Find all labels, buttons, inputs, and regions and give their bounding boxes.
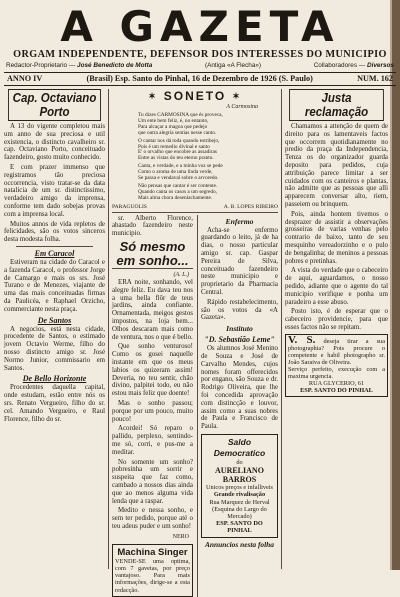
- saldo-ad-city: ESP. SANTO DO PINHAL: [216, 520, 263, 535]
- soneto-box: [112, 89, 278, 213]
- section-title: De Bello Horizonte: [22, 374, 87, 384]
- singer-ad: [112, 544, 193, 597]
- signature-place: PARAGUOLIS: [112, 203, 147, 210]
- soneto-dedication: A Carmosina: [226, 104, 258, 110]
- article-paragraph: Muitos annos de vida repletos de felicidades, são os votos sinceros desta modesta folha.: [4, 220, 105, 244]
- article-paragraph: E com prazer immenso que registramos tão preciosa occorrencia, visto tratar-se da data natalicia de um sr. distinctissimo, verdadeiro amigo da imprensa, conforme tem dado sobejas provas com a imprensa local.: [4, 163, 105, 218]
- verse: Um ente bem feliz, é, no entanto,: [138, 117, 209, 124]
- article-header-octaviano: Cap. Octaviano Porto: [8, 89, 101, 121]
- article-byline: (A. L.): [173, 272, 189, 279]
- issue-place-date: (Brasil) Esp. Santo do Pinhal, 16 de Dezembro de 1926 (S. Paulo): [86, 74, 313, 83]
- middle-subcolumns: [112, 215, 278, 597]
- section-title-enfermo: Enfermo: [225, 216, 254, 226]
- section-title: Em Caracol: [34, 248, 75, 258]
- article-paragraph: A 13 do vigente completou mais um anno de sua preciosa e util existencia, o distincto cavalheiro sr. cap. Octaviano Porto, conceituado fazendeiro, gosto muito conhecido.: [4, 123, 105, 162]
- issue-year: ANNO IV: [7, 74, 43, 83]
- photo-ad-address: RUA GLYCERIO, 61: [308, 380, 365, 388]
- credits-line: [4, 61, 396, 70]
- verse: que outra alegria sentias nesse canto.: [138, 129, 217, 136]
- column-1: [4, 89, 109, 569]
- article-paragraph: Mas o sonho passou; porque por um pouco, muito pouco!: [112, 400, 193, 423]
- saldo-ad-sub: do: [236, 459, 243, 467]
- verse: Tu dizes CARMOSINA que és proveca,: [138, 112, 223, 118]
- saldo-ad-line: Rua Marquez de Herval: [209, 498, 270, 506]
- photo-ad-initials: V. S.: [288, 333, 316, 346]
- article-paragraph: ERA noite, sonhando, vel alegre feliz. Eu dava teu nos a uma bella flôr de teus jardins, ainda confiante. Ornamentada, meigos gestos impostos, na loja bem... Olhos descaram mais como de ventura, nos o que é bello.: [112, 279, 193, 341]
- saldo-ad-owner: AURELIANO BARROS: [215, 466, 264, 485]
- star-ornament-icon: ✶: [148, 90, 158, 101]
- article-paragraph: Os alumnos José Menino de Souza e José de Carvalho Mendes, cujos nomes foram offerecidos por engano, são Souza e dr. Rodrigo Oliveira, que lhe foi concedida aprovação com distincção e louvor, assim como a suas nobres de Paula e Francisco de Paula.: [200, 345, 278, 431]
- verse: Se passa e vendaval sobre o arvoredo.: [138, 175, 219, 182]
- newspaper-subtitle: ORGAM INDEPENDENTE, DEFENSOR DOS INTERESSES DO MUNICIPIO: [13, 49, 387, 60]
- institute-name: "D. Sebastião Leme": [204, 335, 275, 345]
- signature-author: A. B. LOPES RIBEIRO: [223, 203, 278, 210]
- photo-ad-city: ESP. SANTO DO PINHAL: [300, 387, 373, 395]
- stanza: [138, 164, 278, 182]
- verse: O cantar nos dá toda quando estribejo,: [138, 137, 220, 144]
- article-paragraph: Rápido restabelecimento, são os votos da «A Gazeta».: [200, 298, 278, 322]
- stanza: [138, 184, 278, 202]
- photo-ad: [285, 334, 388, 398]
- editor-credit: Redactor-Proprietario — José Benedicto de Motta: [6, 62, 153, 69]
- section-text: A negocios, está nesta cidade, procedente de Santos, o estimado jovem Octavio Werme, filho do nosso distincto amigo sr. José Normo Junior, commissario em Santos.: [4, 325, 105, 372]
- article-continuation: sr. Alberto Florence, abastado fazendeiro neste municipio.: [112, 214, 193, 238]
- column-2: [112, 215, 193, 597]
- verse: Quando canta os casos a um segredo,: [138, 188, 217, 195]
- saldo-ad: [201, 434, 278, 538]
- section-title: De Santos: [37, 315, 72, 325]
- column-4: [281, 89, 388, 569]
- photo-ad-text: V. S. deseja tirar a sua photographia? Pois procure o competente e habil photographo sr. João Saraiva de Oliveira.: [288, 333, 385, 366]
- article-paragraph: Posto isto, é de esperar que o cabeceiro providencie, para que esses factos não se repitam.: [285, 308, 388, 331]
- dateline: [4, 72, 396, 86]
- newspaper-title: A GAZETA: [60, 2, 340, 51]
- verse: Canta, e verdade, e a minha voz se pede: [138, 163, 223, 170]
- star-ornament-icon: ✶: [232, 90, 242, 101]
- verse: Não pensas que cantar é ser contente.: [138, 182, 218, 189]
- section-text: Estiveram na cidade do Caracol e a fazenda Caracol, o professor Jorge de Camargo e mais os srs. José Turano e de Menezes, viajante de uma das mais conceituadas firmas da Paulicéa, e Raphael Orzicho, commerciante nesta praça.: [4, 258, 105, 313]
- article-paragraph: Medito e nessa sonho, e sem ter pedido, porque até o teu adeus puder e um sonho!: [112, 507, 193, 530]
- stanza: [138, 113, 278, 137]
- column-3: [197, 215, 278, 597]
- former-name: (Antiga «A Flecha»): [204, 62, 262, 69]
- saldo-ad-title: Saldo Democratico: [213, 437, 266, 459]
- verse: E' o orvalho que encobre as assadiras: [138, 149, 217, 156]
- singer-ad-title: Machina Singer: [117, 546, 188, 558]
- verse: Entre as vistas do teu eterno pranto.: [138, 155, 214, 162]
- article-paragraph: Pois, ainda hontem tivemos o desprazer de assistir a observações grosseiras de varias venhas pelo contrario de baixo, tanto de seu mesquinho vereadorzinho e o pulo de bengalinha; de meninos a pessoas pobres e pretinhas.: [285, 210, 388, 265]
- article-paragraph: Chamamos a attenção de quem de direito para os lamentaveis factos que occorrem quotidianamente no predio da praça da Independencia, Tenza os do organizador guarda deposito para pedidos, cuja attribuição parece limitar a ser cuidados com os canteiros e plantas, não admitte que as pessoas que alli apparecem conversar alto, riem, passeiem ou brinquem.: [285, 123, 388, 208]
- soneto-title: SONETO: [163, 89, 227, 103]
- collaborators-credit: Collaboradores — Diversos: [313, 62, 394, 69]
- saldo-ad-line: Grande rivalisação: [213, 491, 266, 499]
- section-title-instituto: Instituto: [226, 324, 253, 334]
- article-paragraph: No somente um sonho? pobresinha um sorrir e suspeita que faz como, cambado a nossos dias ainda que ao menos alguma vida lenda que a raspar.: [112, 458, 193, 505]
- verse: Pois é um remedio divinal e santo: [138, 143, 210, 150]
- article-paragraph: A vista do verdade que o cabeceiro de aqui, aguardamos, o nosso pedido, adiante que o agente do tal municipio verifique e ponha um paradeiro a esse abuso.: [285, 267, 388, 306]
- saldo-ad-line: (Esquina do Largo do Mercado): [212, 505, 267, 521]
- soneto-heading: [112, 89, 278, 103]
- article-header-sonho: Só mesmo em sonho...: [112, 240, 193, 269]
- verse: Como o aroma de uma linda verde,: [138, 169, 213, 176]
- ads-footer: Annuncios nesta folha: [204, 539, 274, 549]
- article-header-reclamacao: Justa reclamação: [289, 89, 384, 121]
- poem-signature: [112, 204, 278, 210]
- article-paragraph: Acha-se enfermo guardando o leito, já de ha dias, o nosso particular amigo sr. cap. Gaspar Pereira de Silva, conceituado fazendeiro neste municipio e proprietario da Pharmacia Central.: [200, 226, 278, 297]
- columns: [4, 89, 396, 594]
- article-paragraph: Que sonho venturoso! Como os gosei naquelle instante em que os meus labios os quizeram assim! Deveria, no teu sentir, chão divino, palpitei todo, eu não estou mais feliz que doente!: [112, 343, 193, 398]
- section-text: Procedentes daquella capital, onde estudam, estão entre nós os srs. Renato Vergueiro, filho do sr. cel. Amando Vergueiro, e Raul Florence, filho do sr.: [4, 384, 105, 423]
- stanza: [138, 139, 278, 163]
- singer-ad-text: VENDE-SE uma optima, com 7 gavetas, por preço vantajoso. Para mais informações, dirige-se a esta redacção.: [115, 557, 190, 594]
- verse: Para alcaçar a magoa que pedejo: [138, 123, 208, 130]
- masthead: [4, 2, 396, 86]
- photo-ad-extra: Serviço perfeito, execução com a maxima urgencia.: [288, 366, 385, 381]
- saldo-ad-line: Unicos preços e infalliveis: [205, 484, 273, 492]
- issue-number: NUM. 162: [357, 74, 393, 83]
- middle-columns: [109, 89, 281, 594]
- verse: Mais alma chora desenlachamente.: [138, 194, 213, 201]
- article-paragraph: Acordei! Só reparo o pallido, perplexo, sentindo-me só, corri, e pus-me a meditar.: [112, 425, 193, 456]
- divider: [16, 246, 93, 247]
- article-signoff: NERO: [172, 533, 189, 540]
